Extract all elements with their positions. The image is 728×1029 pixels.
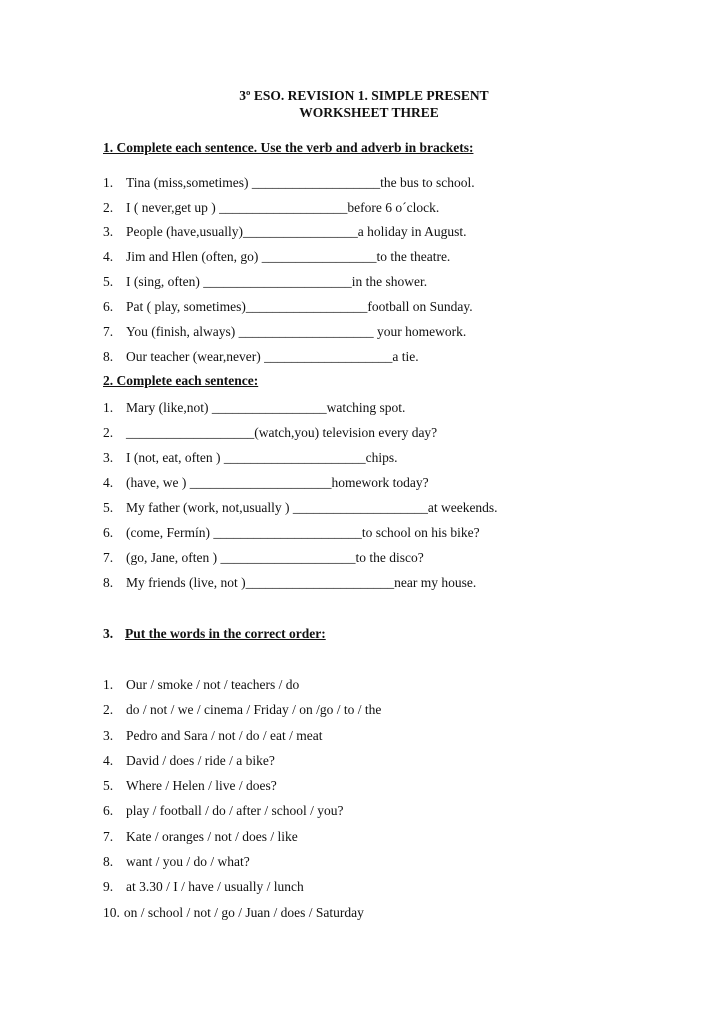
item-number: 7. — [103, 324, 114, 339]
section-1-item-2 — [103, 200, 439, 216]
section-1-item-8 — [103, 349, 419, 365]
item-text: Pedro and Sara / not / do / eat / meat — [126, 728, 323, 743]
item-text: You (finish, always) ____________________ your homework. — [126, 324, 467, 339]
section-3-item-10 — [103, 905, 364, 921]
item-number: 1. — [103, 175, 114, 190]
item-text: ___________________(watch,you) television every day? — [126, 425, 438, 440]
item-text: play / football / do / after / school / you? — [126, 803, 344, 818]
item-text: David / does / ride / a bike? — [126, 753, 275, 768]
item-number: 1. — [103, 400, 114, 415]
item-number: 6. — [103, 299, 114, 314]
section-3-heading — [103, 626, 326, 642]
item-text: My father (work, not,usually ) ____________________at weekends. — [126, 500, 498, 515]
item-text: Our teacher (wear,never) ___________________a tie. — [126, 349, 419, 364]
item-number: 6. — [103, 525, 114, 540]
section-3-item-6 — [103, 803, 343, 819]
item-text: I ( never,get up ) ___________________before 6 o´clock. — [126, 200, 440, 215]
item-text: I (sing, often) ______________________in the shower. — [126, 274, 428, 289]
item-text: Kate / oranges / not / does / like — [126, 829, 298, 844]
section-2-heading: 2. Complete each sentence: — [103, 373, 259, 388]
item-number: 4. — [103, 249, 114, 264]
section-3-item-9 — [103, 879, 304, 895]
section-3-heading-text: Put the words in the correct order: — [125, 626, 326, 641]
section-3-item-3 — [103, 728, 322, 744]
item-text: Pat ( play, sometimes)__________________football on Sunday. — [126, 299, 473, 314]
item-number: 3. — [103, 450, 114, 465]
item-text: Mary (like,not) _________________watching spot. — [126, 400, 406, 415]
section-2-item-8 — [103, 575, 476, 591]
title-line-2: WORKSHEET THREE — [299, 105, 439, 120]
section-3-item-1 — [103, 677, 299, 693]
item-text: My friends (live, not )______________________near my house. — [126, 575, 477, 590]
item-text: (have, we ) _____________________homework today? — [126, 475, 429, 490]
item-number: 3. — [103, 728, 114, 743]
section-2-item-3 — [103, 450, 397, 466]
section-1-item-6 — [103, 299, 473, 315]
item-text: on / school / not / go / Juan / does / Saturday — [123, 905, 364, 920]
item-number: 5. — [103, 500, 114, 515]
item-number: 9. — [103, 879, 114, 894]
item-number: 8. — [103, 854, 114, 869]
item-text: (come, Fermín) ______________________to school on his bike? — [126, 525, 480, 540]
section-3-item-7 — [103, 829, 298, 845]
section-2-item-7 — [103, 550, 424, 566]
item-number: 8. — [103, 349, 114, 364]
item-number: 5. — [103, 778, 114, 793]
section-1-item-7 — [103, 324, 466, 340]
item-text: Jim and Hlen (often, go) _________________to the theatre. — [126, 249, 451, 264]
item-number: 2. — [103, 200, 114, 215]
section-1-item-5 — [103, 274, 427, 290]
section-2-item-4 — [103, 475, 429, 491]
section-2-item-5 — [103, 500, 498, 516]
section-1-item-3 — [103, 224, 466, 240]
title-line-1: 3º ESO. REVISION 1. SIMPLE PRESENT — [239, 88, 489, 103]
item-number: 4. — [103, 753, 114, 768]
item-text: Our / smoke / not / teachers / do — [126, 677, 300, 692]
item-number: 2. — [103, 702, 114, 717]
section-1-item-1 — [103, 175, 475, 191]
section-3-item-5 — [103, 778, 277, 794]
item-text: want / you / do / what? — [126, 854, 250, 869]
worksheet-title — [0, 87, 728, 121]
section-3-item-8 — [103, 854, 250, 870]
item-text: Where / Helen / live / does? — [126, 778, 277, 793]
section-3-item-4 — [103, 753, 275, 769]
section-3-number: 3. — [103, 626, 114, 641]
item-number: 3. — [103, 224, 114, 239]
item-text: I (not, eat, often ) _____________________chips. — [126, 450, 398, 465]
item-text: do / not / we / cinema / Friday / on /go / to / the — [126, 702, 382, 717]
section-2-item-1 — [103, 400, 405, 416]
item-number: 4. — [103, 475, 114, 490]
item-text: Tina (miss,sometimes) ___________________the bus to school. — [126, 175, 475, 190]
item-number: 6. — [103, 803, 114, 818]
section-2-item-6 — [103, 525, 480, 541]
item-number: 5. — [103, 274, 114, 289]
item-text: People (have,usually)_________________a holiday in August. — [126, 224, 467, 239]
item-number: 2. — [103, 425, 114, 440]
item-number: 8. — [103, 575, 114, 590]
section-2-item-2 — [103, 425, 437, 441]
item-text: (go, Jane, often ) ____________________to the disco? — [126, 550, 424, 565]
section-1-heading: 1. Complete each sentence. Use the verb and adverb in brackets: — [103, 140, 474, 155]
item-number: 7. — [103, 550, 114, 565]
section-1-item-4 — [103, 249, 450, 265]
section-3-item-2 — [103, 702, 381, 718]
item-number: 10. — [103, 905, 120, 920]
item-number: 7. — [103, 829, 114, 844]
item-text: at 3.30 / I / have / usually / lunch — [126, 879, 304, 894]
item-number: 1. — [103, 677, 114, 692]
